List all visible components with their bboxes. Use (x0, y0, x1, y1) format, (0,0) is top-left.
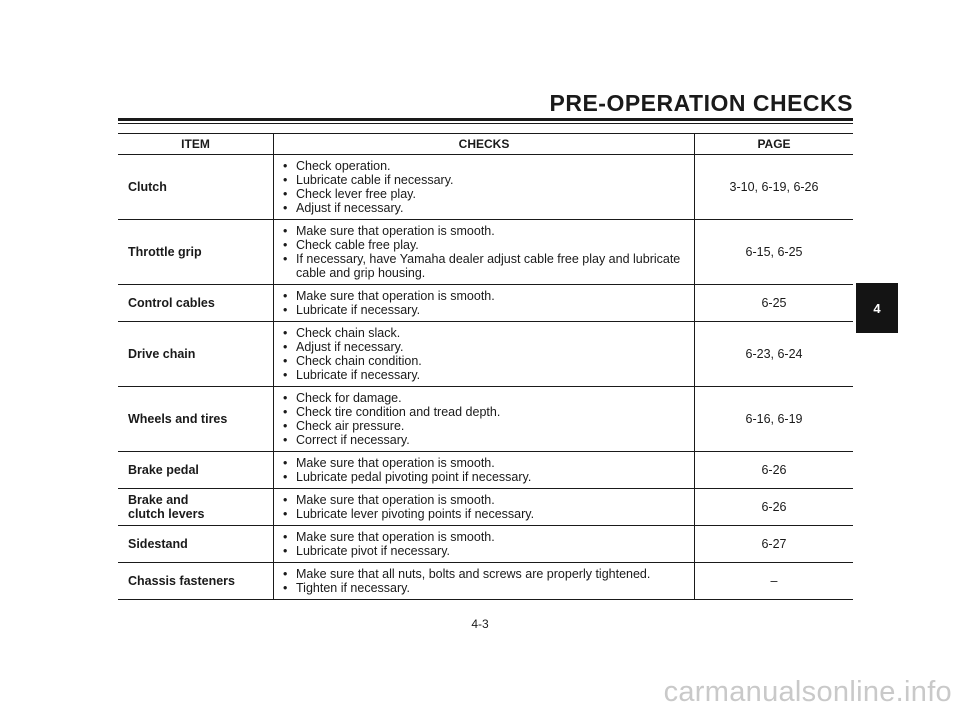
page-reference-cell: 6-16, 6-19 (695, 387, 854, 452)
page-number: 4-3 (471, 617, 489, 631)
check-item: • Lubricate pedal pivoting point if necessary. (282, 470, 686, 484)
check-item: • Check for damage. (282, 391, 686, 405)
page-reference-cell: 6-23, 6-24 (695, 322, 854, 387)
checks-cell (274, 155, 695, 220)
page-reference-cell: 6-26 (695, 489, 854, 526)
check-item: • Check chain condition. (282, 354, 686, 368)
watermark: carmanualsonline.info (663, 676, 952, 708)
checks-cell (274, 285, 695, 322)
check-item: • Check tire condition and tread depth. (282, 405, 686, 419)
item-cell: Wheels and tires (118, 387, 274, 452)
check-list (282, 326, 686, 382)
page-reference-cell: 6-25 (695, 285, 854, 322)
table-row (118, 387, 853, 452)
table-row (118, 220, 853, 285)
column-header-checks: CHECKS (274, 134, 695, 155)
check-item: • Check operation. (282, 159, 686, 173)
check-item: • Check cable free play. (282, 238, 686, 252)
check-item: • Tighten if necessary. (282, 581, 686, 595)
check-item: • Lubricate if necessary. (282, 303, 686, 317)
check-item: • Lubricate if necessary. (282, 368, 686, 382)
check-item: • Make sure that operation is smooth. (282, 456, 686, 470)
check-list (282, 391, 686, 447)
check-list (282, 530, 686, 558)
check-item: • Make sure that operation is smooth. (282, 289, 686, 303)
check-item: • If necessary, have Yamaha dealer adjust cable free play and lubricate cable and grip housing. (282, 252, 686, 280)
checks-cell (274, 489, 695, 526)
table-row (118, 155, 853, 220)
table-row (118, 322, 853, 387)
check-item: • Check air pressure. (282, 419, 686, 433)
item-cell: Brake pedal (118, 452, 274, 489)
page-title: PRE-OPERATION CHECKS (549, 90, 853, 116)
check-list (282, 224, 686, 280)
checks-cell (274, 322, 695, 387)
table-header-row (118, 134, 853, 155)
check-item: • Lubricate lever pivoting points if necessary. (282, 507, 686, 521)
item-cell: Clutch (118, 155, 274, 220)
check-item: • Lubricate pivot if necessary. (282, 544, 686, 558)
item-cell: Drive chain (118, 322, 274, 387)
item-cell: Chassis fasteners (118, 563, 274, 600)
check-list (282, 159, 686, 215)
check-item: • Check lever free play. (282, 187, 686, 201)
checks-cell (274, 220, 695, 285)
check-item: • Make sure that operation is smooth. (282, 493, 686, 507)
table-row (118, 526, 853, 563)
check-item: • Make sure that operation is smooth. (282, 530, 686, 544)
check-list (282, 456, 686, 484)
check-item: • Lubricate cable if necessary. (282, 173, 686, 187)
check-item: • Adjust if necessary. (282, 340, 686, 354)
chapter-tab-label: 4 (873, 300, 881, 316)
header-rule (118, 118, 853, 121)
header-rule-thin (118, 123, 853, 124)
check-item: • Make sure that operation is smooth. (282, 224, 686, 238)
pre-operation-checks-table (118, 133, 853, 600)
check-list (282, 289, 686, 317)
checks-cell (274, 452, 695, 489)
column-header-page: PAGE (695, 134, 854, 155)
checks-cell (274, 387, 695, 452)
check-item: • Make sure that all nuts, bolts and screws are properly tightened. (282, 567, 686, 581)
page-reference-cell: 3-10, 6-19, 6-26 (695, 155, 854, 220)
item-cell: Sidestand (118, 526, 274, 563)
check-list (282, 493, 686, 521)
checks-cell (274, 526, 695, 563)
column-header-item: ITEM (118, 134, 274, 155)
item-cell: Throttle grip (118, 220, 274, 285)
check-item: • Adjust if necessary. (282, 201, 686, 215)
check-item: • Check chain slack. (282, 326, 686, 340)
table-row (118, 563, 853, 600)
item-cell: Brake and clutch levers (118, 489, 274, 526)
check-item: • Correct if necessary. (282, 433, 686, 447)
page-reference-cell: 6-15, 6-25 (695, 220, 854, 285)
page-reference-cell: 6-26 (695, 452, 854, 489)
item-cell: Control cables (118, 285, 274, 322)
table-row (118, 489, 853, 526)
checks-cell (274, 563, 695, 600)
page-reference-cell: 6-27 (695, 526, 854, 563)
table-row (118, 285, 853, 322)
page-reference-cell: – (695, 563, 854, 600)
table-row (118, 452, 853, 489)
chapter-tab (856, 283, 898, 333)
table-body (118, 155, 853, 600)
check-list (282, 567, 686, 595)
